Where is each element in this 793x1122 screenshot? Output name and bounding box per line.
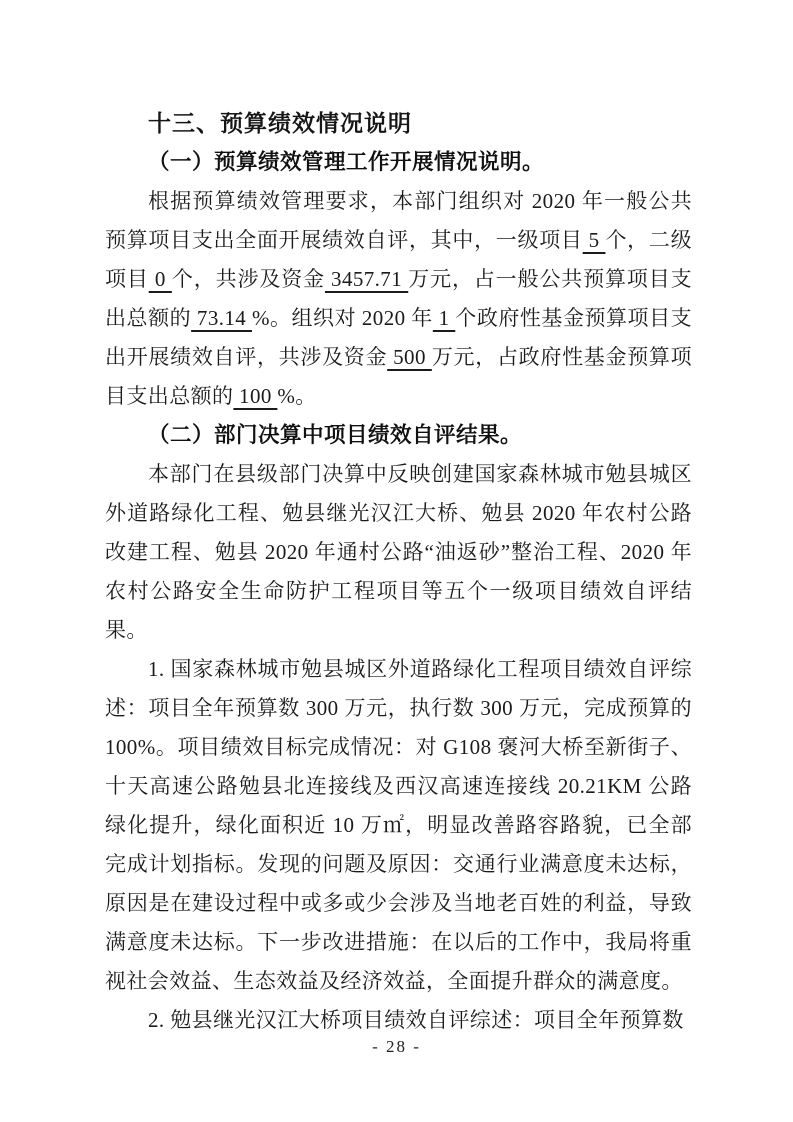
text-run: 根据预算绩效管理要求，本部门组织对 2020 年一般公共预算项目支出全面开展绩效自评，其中，一级项目	[105, 189, 692, 252]
paragraph	[105, 182, 692, 416]
underlined-value: 3457.71	[324, 267, 409, 291]
section-heading	[105, 416, 692, 455]
text-run: 个，共涉及资金	[171, 267, 325, 291]
text-run: 万元，占一般公共预算项目支出总额的	[105, 267, 692, 330]
document-body	[105, 143, 692, 1040]
document-content	[105, 103, 692, 1040]
underlined-value: 0	[148, 267, 172, 291]
underlined-value: 73.14	[191, 306, 252, 330]
text-run: 2. 勉县继光汉江大桥项目绩效自评综述：项目全年预算数	[148, 1008, 684, 1032]
page-footer	[0, 1036, 793, 1058]
text-run: 1. 国家森林城市勉县城区外道路绿化工程项目绩效自评综述：项目全年预算数 300 万元，执行数 300 万元，完成预算的 100%。项目绩效目标完成情况：对 G108 褒河大桥至新街子、十天高速公路勉县北连接线及西汉高速连接线 20.21KM 公路绿化提升，绿化面积近 10 万㎡，明显改善路容路貌，已全部完成计划指标。发现的问题及原因：交通行业满意度未达标，原因是在建设过程中或多或少会涉及当地老百姓的利益，导致满意度未达标。下一步改进措施：在以后的工作中，我局将重视社会效益、生态效益及经济效益，全面提升群众的满意度。	[105, 657, 692, 993]
page-number: - 28 -	[372, 1037, 421, 1056]
underlined-value: 5	[582, 228, 606, 252]
text-run: （二）部门决算中项目绩效自评结果。	[148, 423, 523, 447]
text-run: 个政府性基金预算项目支出开展绩效自评，共涉及资金	[105, 306, 693, 369]
text-run: （一）预算绩效管理工作开展情况说明。	[148, 150, 545, 174]
paragraph	[105, 1001, 692, 1040]
section-title: 十三、预算绩效情况说明	[148, 110, 412, 136]
text-run: 本部门在县级部门决算中反映创建国家森林城市勉县城区外道路绿化工程、勉县继光汉江大桥、勉县 2020 年农村公路改建工程、勉县 2020 年通村公路“油返砂”整治工程、2020 年农村公路安全生命防护工程项目等五个一级项目绩效自评结果。	[105, 462, 692, 642]
underlined-value: 1	[432, 306, 456, 330]
text-run: 个，二级项目	[105, 228, 692, 291]
underlined-value: 500	[387, 345, 432, 369]
text-run: %。组织对 2020 年	[251, 306, 433, 330]
paragraph	[105, 455, 692, 650]
underlined-value: 100	[233, 384, 278, 408]
text-run: 万元，占政府性基金预算项目支出总额的	[105, 345, 693, 408]
paragraph	[105, 650, 692, 1001]
text-run: %。	[277, 384, 317, 408]
section-heading	[105, 143, 692, 182]
